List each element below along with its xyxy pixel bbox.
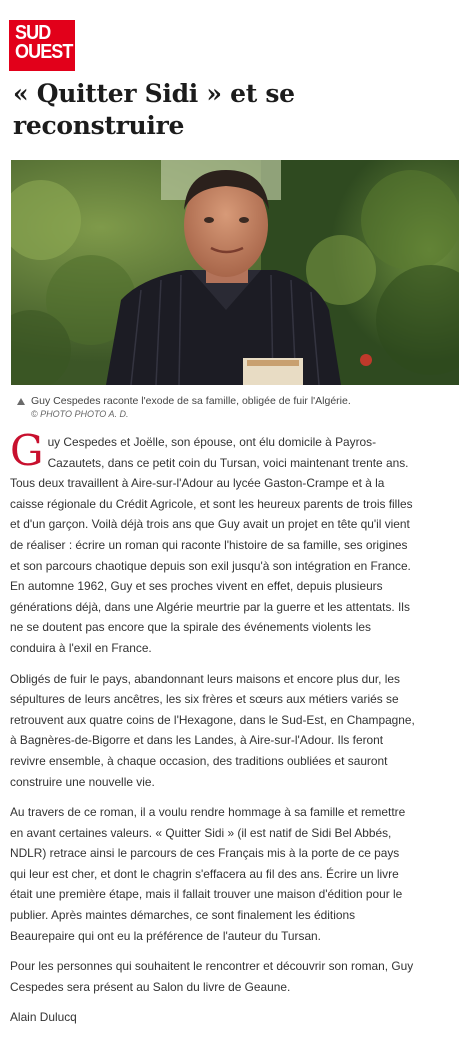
paragraph-1 xyxy=(10,426,416,659)
sud-ouest-logo[interactable] xyxy=(9,20,75,71)
article-photo xyxy=(11,160,459,385)
caption-arrow-icon xyxy=(17,398,25,405)
logo-line-2: OUEST xyxy=(15,41,73,63)
drop-cap: G xyxy=(10,426,44,475)
article-author: Alain Dulucq xyxy=(10,1010,77,1025)
paragraph-1-text: uy Cespedes et Joëlle, son épouse, ont élu domicile à Payros-Cazautets, dans ce petit coin du Tursan, voici maintenant trente ans. Tous deux travaillent à Aire-sur-l'Adour au lycée Gaston-Crampe et à la caisse régionale du Crédit Agricole, et sont les heureux parents de trois filles et d'un garçon. Voilà déjà trois ans que Guy avait un projet en tête qu'il vient de réaliser : écrire un roman qui raconte l'histoire de sa famille, ses origines et son parcours chaotique depuis son exil jusqu'à son intégration en France. En automne 1962, Guy et ses proches vivent en effet, depuis plusieurs générations déjà, dans une Algérie meurtrie par la guerre et les attentats. Ils ne se doutent pas encore que la spirale des événements violents les conduira à l'exil en France. xyxy=(10,435,413,655)
photo-credit: © PHOTO PHOTO A. D. xyxy=(31,409,129,419)
paragraph-2: Obligés de fuir le pays, abandonnant leurs maisons et encore plus dur, les sépultures de leurs ancêtres, les six frères et sœurs aux métiers variés se retrouvent aux quatre coins de l'Hexagone, dans le Sud-Est, en Champagne, à Bagnères-de-Bigorre et dans les Landes, à Aire-sur-l'Adour. Ils feront revivre ensemble, à chaque occasion, des traditions oubliées et sauront construire une nouvelle vie. xyxy=(10,671,415,789)
article-body xyxy=(10,426,416,1038)
photo-caption xyxy=(11,385,459,423)
article-title: « Quitter Sidi » et se reconstruire xyxy=(13,79,295,140)
paragraph-3: Au travers de ce roman, il a voulu rendre hommage à sa famille et remettre en avant certaines valeurs. « Quitter Sidi » (il est natif de Sidi Bel Abbés, NDLR) retrace ainsi le parcours de ces Français mis à la porte de ce pays qui leur est cher, et dont le chagrin s'effacera au fil des ans. Écrire un livre était une première étape, mais il fallait trouver une maison d'édition pour le publier. Après maintes démarches, ce sont finalement les éditions Beaurepaire qui ont eu la préférence de l'auteur du Tursan. xyxy=(10,805,406,943)
caption-text: Guy Cespedes raconte l'exode de sa famille, obligée de fuir l'Algérie. xyxy=(31,395,351,407)
logo-line-1: SUD xyxy=(15,22,51,44)
paragraph-4: Pour les personnes qui souhaitent le rencontrer et découvrir son roman, Guy Cespedes sera présent au Salon du livre de Geaune. xyxy=(10,959,414,994)
